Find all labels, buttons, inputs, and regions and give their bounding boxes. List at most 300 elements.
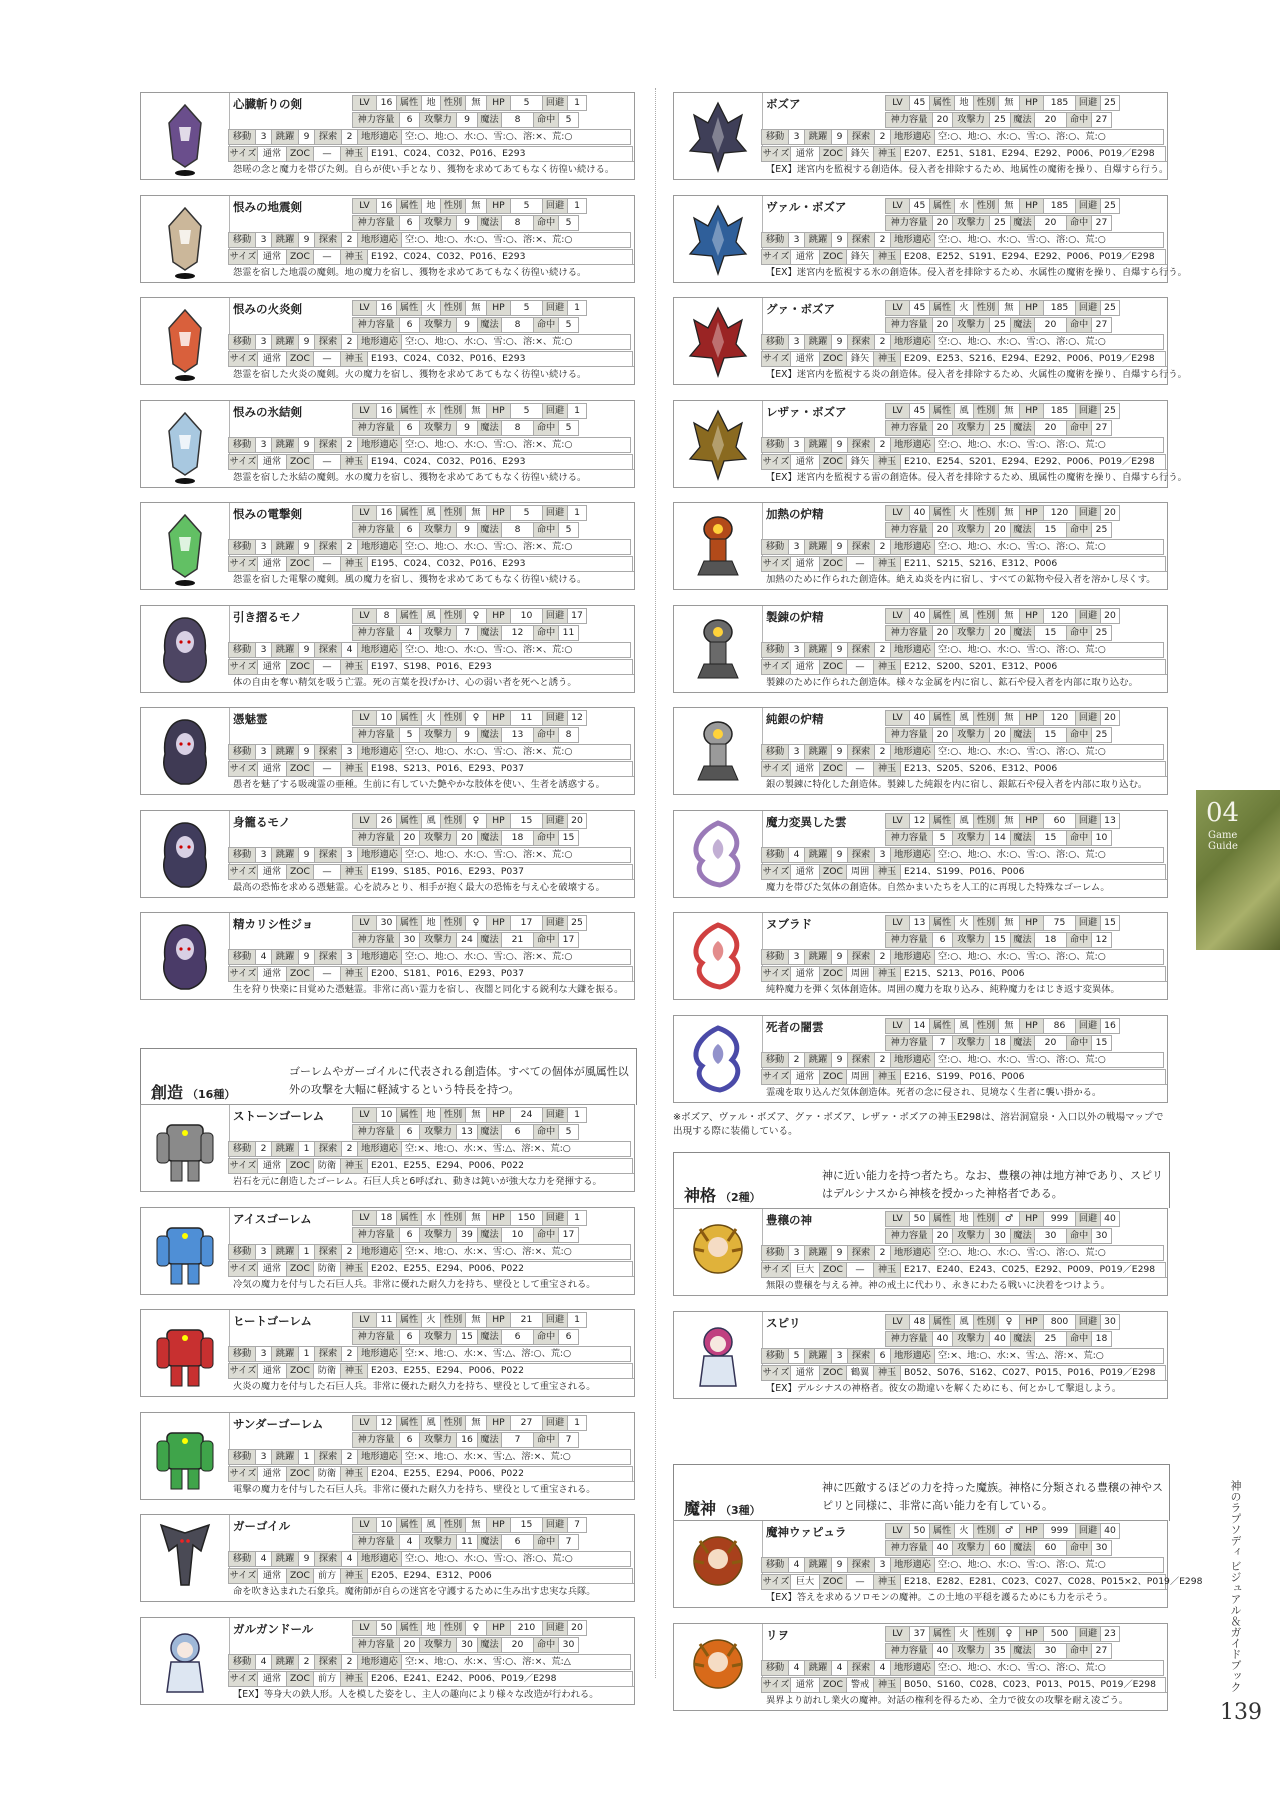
stat-value: 9 (298, 232, 315, 248)
stat-value: 15 (510, 1517, 543, 1533)
stat-value: 6 (558, 1329, 579, 1345)
stat-label: 神玉 (873, 556, 901, 572)
stat-value: 3 (874, 1557, 891, 1573)
stat-value: 8 (376, 608, 397, 624)
stat-label: 属性 (929, 710, 955, 726)
stat-value: 9 (298, 949, 315, 965)
stat-label: HP (486, 1107, 511, 1123)
stat-label: HP (1019, 1523, 1044, 1539)
category-count: （2種） (720, 1191, 761, 1204)
stat-row (353, 215, 579, 231)
stat-label: 神玉 (873, 1574, 901, 1590)
stat-label: 探索 (314, 1141, 342, 1157)
stat-row (886, 625, 1112, 641)
stat-value: 防衛 (313, 1261, 341, 1277)
stat-label: 属性 (396, 1415, 422, 1431)
stat-label: 地形適応 (357, 1551, 402, 1567)
book-title: 神のラプソディ ビジュアル＆ガイドブック (1229, 1480, 1242, 1693)
stat-row (762, 744, 1164, 760)
stat-value: 7 (558, 1534, 579, 1550)
stat-value: ♀ (465, 710, 487, 726)
stat-value: 12 (567, 710, 587, 726)
stat-label: 魔法 (477, 317, 502, 333)
stat-label: 攻撃力 (419, 215, 457, 231)
stat-value: E192、C024、C032、P016、E293 (367, 249, 633, 265)
stat-label: 攻撃力 (419, 317, 457, 333)
stat-value: 16 (376, 95, 397, 111)
chapter-tab[interactable] (1196, 790, 1280, 950)
stat-label: 探索 (847, 1557, 875, 1573)
stat-label: 地形適応 (357, 232, 402, 248)
monster-card (140, 1104, 635, 1192)
furnace-icon (674, 606, 763, 692)
stat-value: 通常 (790, 454, 820, 470)
stat-label: 命中 (533, 1227, 559, 1243)
stat-value: 75 (1043, 915, 1076, 931)
stat-value: 鋒矢 (846, 249, 874, 265)
stat-value: 3 (341, 847, 358, 863)
stat-value: 20 (1034, 215, 1067, 231)
stat-label: 跳躍 (804, 232, 832, 248)
stat-value: 空:○、地:○、水:○、雪:○、溶:×、荒:○ (401, 949, 631, 965)
stat-value: 9 (298, 847, 315, 863)
stat-label: 跳躍 (804, 334, 832, 350)
stat-row (353, 1620, 587, 1636)
stat-label: HP (1019, 813, 1044, 829)
stat-value: E191、C024、C032、P016、E293 (367, 146, 633, 162)
stat-label: 回避 (1075, 1626, 1101, 1642)
stat-row (353, 1107, 587, 1123)
stat-value: 2 (341, 437, 358, 453)
stat-label: LV (352, 1312, 377, 1328)
stat-row (229, 1261, 633, 1277)
stat-row (353, 813, 587, 829)
stat-value: 火 (421, 1312, 441, 1328)
stat-row (353, 522, 579, 538)
stat-row (762, 146, 1166, 162)
stat-value: 20 (932, 625, 953, 641)
stat-row (886, 608, 1120, 624)
stat-label: 移動 (228, 1551, 256, 1567)
stat-label: 神玉 (873, 1677, 901, 1693)
stat-value: 15 (1034, 522, 1067, 538)
stat-label: 地形適応 (357, 744, 402, 760)
stat-label: LV (352, 198, 377, 214)
stat-value: 9 (298, 437, 315, 453)
stat-label: 性別 (440, 1107, 466, 1123)
stat-label: 攻撃力 (952, 830, 990, 846)
stat-label: 跳躍 (804, 1245, 832, 1261)
stat-label: サイズ (761, 146, 791, 162)
stat-label: 魔法 (1010, 317, 1035, 333)
monster-name: 引き摺るモノ (233, 610, 302, 624)
monster-description: 愚者を魅了する吸魂霊の亜種。生前に有していた艶やかな肢体を使い、生者を誘惑する。 (229, 776, 634, 794)
stat-label: 探索 (314, 1449, 342, 1465)
stat-label: 命中 (533, 830, 559, 846)
stat-value: 風 (954, 710, 974, 726)
stat-row (229, 249, 633, 265)
stat-label: 移動 (228, 949, 256, 965)
stat-label: 性別 (973, 608, 999, 624)
stat-value: 8 (501, 112, 534, 128)
stat-label: 探索 (314, 642, 342, 658)
monster-card (673, 92, 1168, 180)
stat-row (762, 1245, 1164, 1261)
stat-value: 通常 (790, 146, 820, 162)
stat-label: 探索 (314, 1244, 342, 1260)
stat-value: 86 (1043, 1018, 1076, 1034)
stat-value: 無 (998, 608, 1020, 624)
stat-value: 30 (1034, 1228, 1067, 1244)
stat-value: 地 (421, 915, 441, 931)
stat-value: 27 (1091, 215, 1112, 231)
stat-label: サイズ (228, 1261, 258, 1277)
stat-value: 45 (909, 198, 930, 214)
stat-label: 移動 (228, 1449, 256, 1465)
stat-row (886, 727, 1112, 743)
stat-value: 5 (558, 215, 579, 231)
stat-value: 通常 (790, 1677, 820, 1693)
stat-value: 27 (510, 1415, 543, 1431)
stat-value: 1 (567, 505, 587, 521)
stat-value: 地 (421, 1107, 441, 1123)
stat-label: 神力容量 (885, 1035, 933, 1051)
chapter-subtitle: Game Guide (1208, 830, 1238, 852)
stat-label: 回避 (542, 1312, 568, 1328)
stat-value: 30 (1091, 1228, 1112, 1244)
stat-label: 攻撃力 (952, 625, 990, 641)
stat-value: 空:○、地:○、水:○、雪:○、溶:×、荒:○ (401, 129, 631, 145)
stat-value: 5 (558, 112, 579, 128)
stat-row (762, 1574, 1203, 1590)
stat-value: 空:○、地:○、水:○、雪:○、溶:○、荒:○ (934, 539, 1164, 555)
category-header-divine (673, 1152, 1170, 1208)
stat-value: 1 (298, 1346, 315, 1362)
stat-value: 800 (1043, 1314, 1076, 1330)
stat-label: 探索 (847, 334, 875, 350)
stat-value: 45 (909, 95, 930, 111)
stat-label: 魔法 (477, 1124, 502, 1140)
stat-value: 13 (501, 727, 534, 743)
stat-value: 15 (1034, 727, 1067, 743)
stat-row (886, 95, 1120, 111)
stat-label: 性別 (973, 1018, 999, 1034)
stat-value: 無 (465, 1415, 487, 1431)
stat-label: サイズ (228, 864, 258, 880)
stat-value: ♀ (465, 1620, 487, 1636)
stat-value: 2 (341, 539, 358, 555)
stat-row (353, 505, 587, 521)
stat-label: ZOC (286, 1466, 314, 1482)
stat-value: 13 (456, 1124, 478, 1140)
stat-label: 跳躍 (271, 1244, 299, 1260)
stat-value: E213、S205、S206、E312、P006 (900, 761, 1166, 777)
stat-value: 5 (558, 317, 579, 333)
stat-label: 魔法 (477, 1432, 502, 1448)
stat-value: 25 (1100, 300, 1120, 316)
stat-label: 神玉 (340, 966, 368, 982)
stat-value: — (846, 556, 874, 572)
stat-label: 属性 (396, 1210, 422, 1226)
stat-value: 9 (831, 232, 848, 248)
stat-label: 神力容量 (352, 1534, 400, 1550)
stat-label: 魔法 (477, 625, 502, 641)
stat-label: 探索 (847, 539, 875, 555)
stat-label: 神力容量 (352, 1227, 400, 1243)
stat-value: — (313, 761, 341, 777)
monster-description: 命を吹き込まれた石象兵。魔術師が自らの迷宮を守護するために生み出す忠実な兵隊。 (229, 1583, 634, 1601)
stat-value: 通常 (257, 864, 287, 880)
stat-label: HP (486, 403, 511, 419)
category-header-demon (673, 1464, 1170, 1521)
stat-value: 3 (788, 437, 805, 453)
stat-value: 無 (465, 95, 487, 111)
stat-value: 18 (501, 830, 534, 846)
stat-label: 神玉 (340, 1568, 368, 1584)
stat-label: 性別 (440, 915, 466, 931)
stat-row (353, 932, 579, 948)
stat-label: サイズ (228, 1158, 258, 1174)
stat-value: 9 (831, 642, 848, 658)
stat-label: 移動 (761, 1348, 789, 1364)
stat-label: 攻撃力 (952, 215, 990, 231)
stat-label: 神玉 (873, 249, 901, 265)
category-title (684, 1496, 761, 1519)
stat-value: 25 (989, 112, 1011, 128)
stat-row (229, 1141, 631, 1157)
monster-description: 怨霊を宿した氷結の魔剣。水の魔力を宿し、獲物を求めてあてもなく彷徨い続ける。 (229, 469, 634, 487)
stat-value: 8 (501, 317, 534, 333)
stat-label: LV (885, 1314, 910, 1330)
stat-value: 5 (932, 830, 953, 846)
stat-label: LV (885, 198, 910, 214)
stat-label: 神力容量 (352, 625, 400, 641)
stat-value: — (313, 966, 341, 982)
stat-value: 5 (510, 403, 543, 419)
stat-row (762, 454, 1166, 470)
stat-label: 魔法 (1010, 1540, 1035, 1556)
stat-value: 地 (954, 1211, 974, 1227)
stat-value: 無 (465, 1107, 487, 1123)
stat-row (886, 1523, 1120, 1539)
stat-value: 4 (874, 1660, 891, 1676)
stat-label: 跳躍 (804, 642, 832, 658)
stat-label: ZOC (286, 454, 314, 470)
stat-label: 神玉 (340, 146, 368, 162)
stat-label: 跳躍 (271, 744, 299, 760)
stat-row (762, 642, 1164, 658)
stat-label: サイズ (228, 761, 258, 777)
stat-row (886, 317, 1112, 333)
stat-value: 無 (998, 915, 1020, 931)
stat-value: E198、S213、P016、E293、P037 (367, 761, 633, 777)
stat-label: 回避 (1075, 608, 1101, 624)
stat-label: 性別 (973, 95, 999, 111)
stat-value: 25 (1100, 403, 1120, 419)
stat-value: 2 (341, 1449, 358, 1465)
stat-value: E195、C024、C032、P016、E293 (367, 556, 633, 572)
stat-value: 地 (421, 1620, 441, 1636)
stat-row (886, 112, 1112, 128)
stat-row (886, 710, 1120, 726)
stat-value: 9 (456, 317, 478, 333)
stat-value: 火 (421, 710, 441, 726)
stat-label: LV (885, 403, 910, 419)
stat-row (229, 761, 633, 777)
stat-row (229, 1346, 631, 1362)
monster-name: 豊穣の神 (766, 1213, 812, 1227)
stat-label: 地形適応 (890, 1557, 935, 1573)
stat-row (886, 1331, 1112, 1347)
stat-label: 地形適応 (357, 539, 402, 555)
stat-row (229, 1449, 631, 1465)
monster-description: 霊魂を取り込んだ気体創造体。死者の念に侵され、見境なく生者に襲い掛かる。 (762, 1084, 1167, 1102)
stat-value: 18 (1034, 932, 1067, 948)
stat-value: 6 (399, 1227, 420, 1243)
stat-label: 移動 (228, 539, 256, 555)
stat-value: 8 (558, 727, 579, 743)
stat-label: 魔法 (1010, 215, 1035, 231)
stat-value: 5 (510, 198, 543, 214)
stat-label: 探索 (847, 1660, 875, 1676)
stat-label: 移動 (228, 232, 256, 248)
stat-label: 移動 (761, 744, 789, 760)
stat-value: 9 (831, 437, 848, 453)
stat-label: 攻撃力 (952, 112, 990, 128)
stat-label: 回避 (1075, 300, 1101, 316)
stat-value: 20 (501, 1637, 534, 1653)
stat-label: 性別 (973, 1626, 999, 1642)
stat-value: 60 (1034, 1540, 1067, 1556)
stat-value: 風 (954, 813, 974, 829)
stat-label: 回避 (1075, 1018, 1101, 1034)
stat-label: サイズ (761, 761, 791, 777)
doll-icon (674, 1312, 763, 1398)
stat-value: E205、E294、E312、P006 (367, 1568, 633, 1584)
monster-card (140, 1207, 635, 1295)
stat-value: 40 (932, 1540, 953, 1556)
stat-value: E194、C024、C032、P016、E293 (367, 454, 633, 470)
stat-value: 17 (567, 608, 587, 624)
stat-value: 2 (341, 232, 358, 248)
stat-value: 空:○、地:○、水:○、雪:○、溶:○、荒:○ (934, 129, 1164, 145)
stat-label: サイズ (228, 1671, 258, 1687)
stat-row (353, 710, 587, 726)
stat-label: ZOC (286, 249, 314, 265)
stat-label: 攻撃力 (952, 932, 990, 948)
stat-value: 通常 (257, 1671, 287, 1687)
stat-label: 地形適応 (357, 129, 402, 145)
stat-value: 3 (255, 334, 272, 350)
stat-label: ZOC (286, 864, 314, 880)
stat-label: サイズ (761, 864, 791, 880)
stat-label: 探索 (314, 1346, 342, 1362)
stat-value: 風 (421, 505, 441, 521)
stat-label: 性別 (440, 1620, 466, 1636)
stat-label: サイズ (228, 351, 258, 367)
monster-name: ヴァル・ボズア (766, 200, 847, 214)
stat-value: 27 (1091, 317, 1112, 333)
stat-value: 30 (989, 1228, 1011, 1244)
stat-value: 4 (788, 847, 805, 863)
stat-label: 神力容量 (885, 112, 933, 128)
stat-label: 回避 (542, 915, 568, 931)
stat-value: 無 (998, 95, 1020, 111)
stat-label: 探索 (847, 949, 875, 965)
stat-value: 3 (255, 744, 272, 760)
stat-label: 属性 (929, 1018, 955, 1034)
stat-row (229, 146, 633, 162)
stat-value: 21 (501, 932, 534, 948)
stat-label: 跳躍 (271, 334, 299, 350)
stat-label: 回避 (542, 1620, 568, 1636)
stat-row (353, 608, 587, 624)
stat-label: 魔法 (1010, 522, 1035, 538)
stat-value: 1 (567, 1312, 587, 1328)
stat-label: 神玉 (873, 146, 901, 162)
stat-row (762, 1262, 1166, 1278)
stat-label: 神玉 (340, 556, 368, 572)
stat-label: ZOC (286, 1568, 314, 1584)
stat-row (886, 403, 1120, 419)
stat-value: — (313, 249, 341, 265)
stat-value: 5 (788, 1348, 805, 1364)
stat-value: 通常 (257, 454, 287, 470)
stat-label: 地形適応 (890, 437, 935, 453)
stat-value: 1 (567, 95, 587, 111)
stat-label: LV (352, 1620, 377, 1636)
stat-label: 跳躍 (804, 129, 832, 145)
stat-value: 9 (298, 744, 315, 760)
stat-value: 27 (1091, 420, 1112, 436)
stat-row (229, 437, 631, 453)
stat-value: 12 (1091, 932, 1112, 948)
stat-value: 3 (788, 1245, 805, 1261)
stat-label: 神玉 (340, 249, 368, 265)
stat-row (229, 1551, 631, 1567)
stat-label: 攻撃力 (952, 1540, 990, 1556)
stat-value: 2 (788, 1052, 805, 1068)
monster-description: 【EX】迷宮内を監視する炎の創造体。侵入者を排除するため、火属性の魔術を操り、自爆すら行う。 (762, 366, 1167, 384)
stat-label: 跳躍 (271, 1449, 299, 1465)
stat-value: 17 (558, 932, 579, 948)
stat-label: ZOC (819, 249, 847, 265)
stat-label: 神力容量 (885, 1643, 933, 1659)
stat-label: サイズ (761, 966, 791, 982)
stat-label: 属性 (396, 300, 422, 316)
stat-label: 回避 (1075, 1523, 1101, 1539)
stat-label: 回避 (1075, 915, 1101, 931)
stat-label: 移動 (761, 642, 789, 658)
stat-label: 探索 (314, 232, 342, 248)
stat-label: サイズ (228, 1466, 258, 1482)
cloud-spirit-icon (674, 913, 763, 999)
stat-value: 18 (376, 1210, 397, 1226)
stat-label: ZOC (819, 966, 847, 982)
stat-label: 属性 (396, 608, 422, 624)
stat-label: 性別 (440, 300, 466, 316)
stat-label: 属性 (396, 95, 422, 111)
monster-name: リヲ (766, 1628, 789, 1642)
stat-value: 通常 (790, 1365, 820, 1381)
stat-value: 40 (932, 1331, 953, 1347)
stat-value: 20 (932, 215, 953, 231)
stat-value: 20 (932, 420, 953, 436)
stat-value: 1 (567, 300, 587, 316)
wraith-icon (141, 708, 230, 794)
golem-icon (141, 1105, 230, 1191)
stat-value: 通常 (790, 864, 820, 880)
